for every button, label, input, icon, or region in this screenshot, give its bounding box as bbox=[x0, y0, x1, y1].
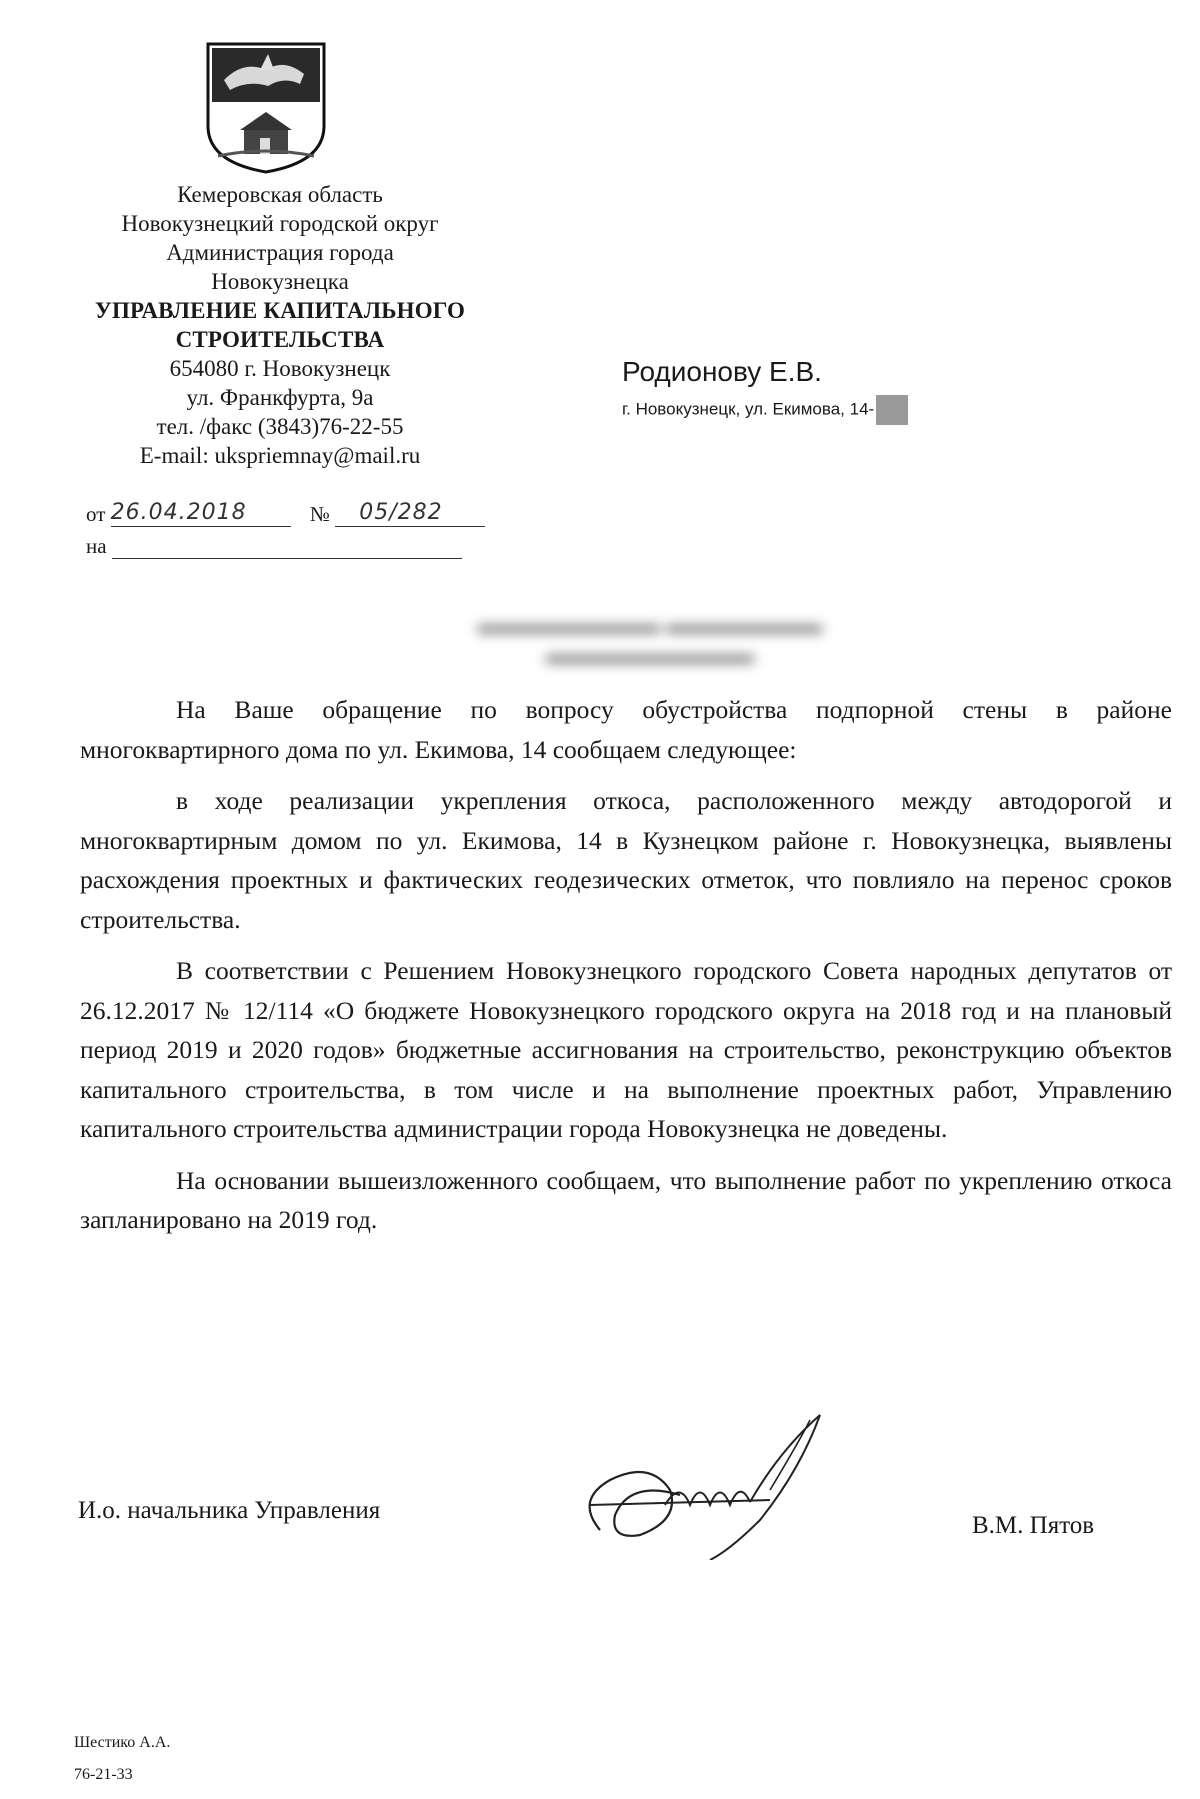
letterhead-line: Новокузнецкий городской округ bbox=[121, 211, 439, 236]
reference-field bbox=[112, 532, 462, 559]
letterhead-line: Кемеровская область bbox=[177, 182, 383, 207]
registration-date: 26.04.2018 bbox=[110, 500, 247, 525]
address-line: ул. Франкфурта, 9а bbox=[186, 385, 374, 410]
body-paragraph: в ходе реализации укрепления откоса, расположенного между автодорогой и многоквартирным домом по ул. Екимова, 14 в Кузнецком районе г. Новокузнецка, выявлены расхождения проектных и фактических геодезических отметок, что повлияло на перенос сроков строительства. bbox=[80, 786, 1172, 934]
email-line: E-mail: ukspriemnay@mail.ru bbox=[139, 443, 421, 468]
department-name: СТРОИТЕЛЬСТВА bbox=[175, 327, 385, 352]
executor-name: Шестико А.А. bbox=[74, 1734, 171, 1751]
registration-row bbox=[86, 500, 485, 527]
recipient-name: Родионову Е.В. bbox=[622, 356, 822, 387]
reference-row bbox=[86, 532, 462, 559]
body-paragraph: На основании вышеизложенного сообщаем, что выполнение работ по укреплению откоса запланировано на 2019 год. bbox=[80, 1165, 1172, 1234]
body-paragraph: В соответствии с Решением Новокузнецкого городского Совета народных депутатов от 26.12.2017 № 12/114 «О бюджете Новокузнецкого городского округа на 2018 год и на плановый период 2019 и 2020 годов» бюджетные ассигнования на строительство, реконструкцию объектов капитального строительства, в том числе и на выполнение проектных работ, Управлению капитального строительства администрации города Новокузнецка не доведены. bbox=[80, 956, 1172, 1143]
recipient-address-text: г. Новокузнецк, ул. Екимова, 14- bbox=[622, 399, 875, 419]
number-field bbox=[335, 500, 485, 527]
date-field bbox=[111, 500, 291, 527]
handwritten-signature-icon bbox=[570, 1410, 830, 1560]
address-line: 654080 г. Новокузнецк bbox=[169, 356, 391, 381]
recipient-address bbox=[622, 395, 908, 425]
body-paragraph: На Ваше обращение по вопросу обустройства подпорной стены в районе многоквартирного дома по ул. Екимова, 14 сообщаем следующее: bbox=[80, 695, 1172, 764]
executor-phone: 76-21-33 bbox=[74, 1766, 133, 1783]
letterhead bbox=[70, 180, 490, 470]
executor-info bbox=[74, 1727, 170, 1791]
letter-body bbox=[80, 690, 1172, 1252]
letterhead-line: Администрация города bbox=[166, 240, 394, 265]
salutation-redacted: ▬▬▬▬▬▬▬ ▬▬▬▬▬▬ ▬▬▬▬▬▬▬▬ bbox=[477, 610, 823, 669]
ref-label: на bbox=[86, 534, 107, 558]
from-label: от bbox=[86, 502, 106, 526]
signatory-title: И.о. начальника Управления bbox=[78, 1497, 381, 1524]
letterhead-line: Новокузнецка bbox=[211, 269, 349, 294]
department-name: УПРАВЛЕНИЕ КАПИТАЛЬНОГО bbox=[94, 298, 466, 323]
redaction-block bbox=[876, 395, 908, 425]
number-label: № bbox=[309, 502, 330, 526]
signatory-name: В.М. Пятов bbox=[972, 1512, 1095, 1539]
coat-of-arms-icon bbox=[204, 40, 328, 174]
registration-number: 05/282 bbox=[359, 500, 443, 525]
phone-line: тел. /факс (3843)76-22-55 bbox=[156, 414, 404, 439]
